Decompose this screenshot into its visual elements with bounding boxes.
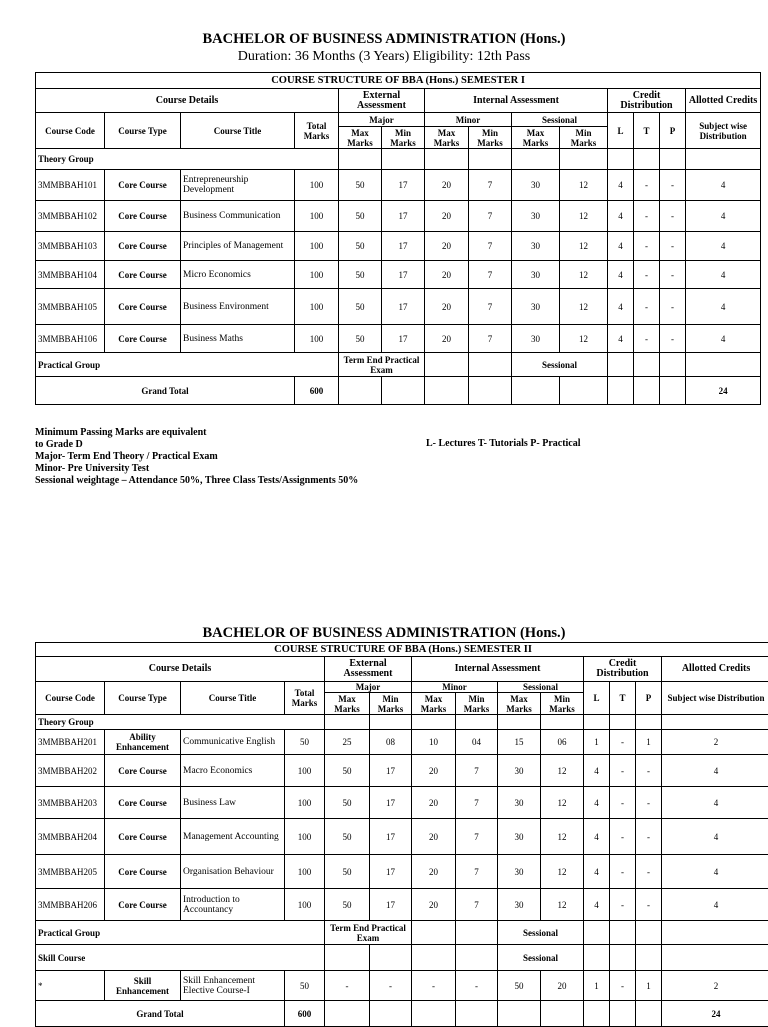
sessional-min-cell: 12 <box>560 232 608 261</box>
p-header: P <box>636 682 662 715</box>
credit-header: Credit Distribution <box>584 657 662 682</box>
lectures-cell: 4 <box>584 755 610 787</box>
course-title-cell: Management Accounting <box>181 819 285 855</box>
t-header: T <box>610 682 636 715</box>
term-end-label: Term End Practical Exam <box>339 353 425 377</box>
tutorials-cell: - <box>610 855 636 889</box>
credits-cell: 4 <box>662 755 768 787</box>
sessional-header: Sessional <box>512 113 608 127</box>
sem2-title: BACHELOR OF BUSINESS ADMINISTRATION (Hons.) <box>0 625 768 642</box>
table-row <box>36 289 761 325</box>
lectures-cell: 4 <box>584 787 610 819</box>
major-max-cell: - <box>325 971 370 1001</box>
credits-cell: 4 <box>662 889 768 921</box>
minor-max-cell: 20 <box>425 232 469 261</box>
ltp-legend: L- Lectures T- Tutorials P- Practical <box>426 438 581 450</box>
grand-total-value: 600 <box>285 1001 325 1027</box>
course-code-cell: 3MMBBAH105 <box>36 289 105 325</box>
course-type-cell: Core Course <box>105 819 181 855</box>
minor-min-cell: 7 <box>469 325 512 353</box>
course-type-cell: Core Course <box>105 755 181 787</box>
min-marks-header: Min Marks <box>370 693 412 715</box>
min-marks-header: Min Marks <box>560 127 608 149</box>
credits-cell: 2 <box>662 971 768 1001</box>
credits-cell: 2 <box>662 730 768 755</box>
course-type-cell: Core Course <box>105 325 181 353</box>
sessional-max-cell: 30 <box>512 232 560 261</box>
credits-cell: 4 <box>686 232 761 261</box>
major-min-cell: 17 <box>370 889 412 921</box>
table-row <box>36 755 768 787</box>
t-header: T <box>634 113 660 149</box>
major-max-cell: 50 <box>339 325 382 353</box>
credits-cell: 4 <box>662 855 768 889</box>
table-row <box>36 261 761 289</box>
allotted-header: Allotted Credits <box>686 89 761 113</box>
sem1-rows <box>36 170 761 353</box>
sessional-max-cell: 30 <box>498 787 541 819</box>
total-marks-cell: 100 <box>295 289 339 325</box>
course-type-cell: Core Course <box>105 787 181 819</box>
minor-max-cell: 20 <box>425 261 469 289</box>
practical-cell: - <box>660 325 686 353</box>
practical-cell: - <box>636 755 662 787</box>
lectures-cell: 4 <box>584 889 610 921</box>
minor-max-cell: 20 <box>412 855 456 889</box>
course-title-cell: Micro Economics <box>181 261 295 289</box>
practical-cell: - <box>660 201 686 232</box>
max-marks-header: Max Marks <box>425 127 469 149</box>
major-min-cell: 17 <box>370 855 412 889</box>
minor-min-cell: - <box>456 971 498 1001</box>
practical-cell: - <box>636 855 662 889</box>
course-title-cell: Business Maths <box>181 325 295 353</box>
sem1-table <box>35 72 761 405</box>
major-max-cell: 50 <box>339 232 382 261</box>
credits-cell: 4 <box>662 787 768 819</box>
minor-max-cell: 20 <box>425 325 469 353</box>
lectures-cell: 4 <box>608 289 634 325</box>
skill-course-label: Skill Course <box>36 945 325 971</box>
major-min-cell: 17 <box>370 787 412 819</box>
course-type-cell: Core Course <box>105 232 181 261</box>
credits-cell: 4 <box>686 201 761 232</box>
lectures-cell: 4 <box>608 325 634 353</box>
lectures-cell: 1 <box>584 971 610 1001</box>
minor-min-cell: 7 <box>456 855 498 889</box>
minor-min-cell: 7 <box>469 201 512 232</box>
external-header: External Assessment <box>325 657 412 682</box>
table-row <box>36 819 768 855</box>
course-title-cell: Skill Enhancement Elective Course-I <box>181 971 285 1001</box>
internal-header: Internal Assessment <box>412 657 584 682</box>
credits-cell: 4 <box>686 325 761 353</box>
total-marks-cell: 100 <box>295 201 339 232</box>
course-code-cell: 3MMBBAH204 <box>36 819 105 855</box>
course-title-cell: Macro Economics <box>181 755 285 787</box>
tutorials-cell: - <box>634 289 660 325</box>
credits-cell: 4 <box>686 289 761 325</box>
sessional-label: Sessional <box>498 945 584 971</box>
table-row <box>36 232 761 261</box>
sessional-label: Sessional <box>498 921 584 945</box>
major-max-cell: 50 <box>339 289 382 325</box>
note-line: to Grade D <box>35 439 358 451</box>
sessional-min-cell: 12 <box>560 201 608 232</box>
tutorials-cell: - <box>634 232 660 261</box>
minor-max-cell: - <box>412 971 456 1001</box>
lectures-cell: 4 <box>608 232 634 261</box>
table-row <box>36 170 761 201</box>
course-code-header: Course Code <box>36 682 105 715</box>
course-title-cell: Business Communication <box>181 201 295 232</box>
major-min-cell: 17 <box>382 232 425 261</box>
total-marks-cell: 100 <box>285 787 325 819</box>
course-code-cell: 3MMBBAH101 <box>36 170 105 201</box>
total-marks-header: Total Marks <box>295 113 339 149</box>
sessional-min-cell: 12 <box>541 855 584 889</box>
table-row <box>36 201 761 232</box>
major-max-cell: 50 <box>339 201 382 232</box>
external-header: External Assessment <box>339 89 425 113</box>
sessional-min-cell: 12 <box>541 819 584 855</box>
minor-max-cell: 20 <box>425 201 469 232</box>
minor-header: Minor <box>412 682 498 693</box>
grand-total-label: Grand Total <box>36 1001 285 1027</box>
max-marks-header: Max Marks <box>339 127 382 149</box>
tutorials-cell: - <box>634 201 660 232</box>
table-row <box>36 325 761 353</box>
term-end-label: Term End Practical Exam <box>325 921 412 945</box>
minor-max-cell: 20 <box>412 755 456 787</box>
max-marks-header: Max Marks <box>498 693 541 715</box>
course-code-cell: 3MMBBAH104 <box>36 261 105 289</box>
sem1-table-title: COURSE STRUCTURE OF BBA (Hons.) SEMESTER I <box>36 73 761 89</box>
course-code-cell: 3MMBBAH102 <box>36 201 105 232</box>
total-marks-cell: 100 <box>295 232 339 261</box>
course-code-header: Course Code <box>36 113 105 149</box>
max-marks-header: Max Marks <box>325 693 370 715</box>
sem2-table <box>35 642 768 1027</box>
course-type-cell: Ability Enhancement <box>105 730 181 755</box>
course-title-cell: Communicative English <box>181 730 285 755</box>
course-type-cell: Core Course <box>105 889 181 921</box>
practical-cell: 1 <box>636 971 662 1001</box>
sessional-label: Sessional <box>512 353 608 377</box>
course-title-header: Course Title <box>181 682 285 715</box>
credits-cell: 4 <box>662 819 768 855</box>
tutorials-cell: - <box>610 787 636 819</box>
course-code-cell: 3MMBBAH103 <box>36 232 105 261</box>
lectures-cell: 4 <box>608 170 634 201</box>
sessional-max-cell: 30 <box>512 261 560 289</box>
course-code-cell: * <box>36 971 105 1001</box>
subject-wise-header: Subject wise Distribution <box>662 682 768 715</box>
max-marks-header: Max Marks <box>412 693 456 715</box>
sem1-title: BACHELOR OF BUSINESS ADMINISTRATION (Hons.) <box>0 31 768 48</box>
note-line: Major- Term End Theory / Practical Exam <box>35 451 358 463</box>
p-header: P <box>660 113 686 149</box>
minor-max-cell: 20 <box>425 170 469 201</box>
major-header: Major <box>339 113 425 127</box>
total-marks-cell: 100 <box>295 325 339 353</box>
course-code-cell: 3MMBBAH205 <box>36 855 105 889</box>
practical-cell: - <box>660 170 686 201</box>
note-line: Sessional weightage – Attendance 50%, Three Class Tests/Assignments 50% <box>35 475 358 487</box>
tutorials-cell: - <box>610 889 636 921</box>
note-line: Minor- Pre University Test <box>35 463 358 475</box>
table-row <box>36 971 768 1001</box>
sessional-max-cell: 30 <box>512 289 560 325</box>
minor-min-cell: 7 <box>469 289 512 325</box>
practical-cell: - <box>636 787 662 819</box>
allotted-header: Allotted Credits <box>662 657 768 682</box>
table-row <box>36 855 768 889</box>
sessional-min-cell: 12 <box>541 889 584 921</box>
sessional-min-cell: 20 <box>541 971 584 1001</box>
course-type-header: Course Type <box>105 113 181 149</box>
sem2-rows <box>36 730 768 921</box>
course-details-header: Course Details <box>36 657 325 682</box>
sem1-subtitle: Duration: 36 Months (3 Years) Eligibility: 12th Pass <box>0 49 768 65</box>
sessional-min-cell: 12 <box>560 261 608 289</box>
lectures-cell: 4 <box>584 855 610 889</box>
tutorials-cell: - <box>634 170 660 201</box>
lectures-cell: 1 <box>584 730 610 755</box>
sem2-skill-row <box>36 971 768 1001</box>
practical-cell: - <box>636 819 662 855</box>
sessional-min-cell: 12 <box>541 755 584 787</box>
min-marks-header: Min Marks <box>541 693 584 715</box>
minor-min-cell: 7 <box>456 889 498 921</box>
l-header: L <box>608 113 634 149</box>
theory-group-label: Theory Group <box>36 149 339 170</box>
minor-max-cell: 20 <box>412 787 456 819</box>
sessional-max-cell: 30 <box>512 325 560 353</box>
sessional-min-cell: 12 <box>560 325 608 353</box>
theory-group-label: Theory Group <box>36 715 325 730</box>
min-marks-header: Min Marks <box>382 127 425 149</box>
course-title-header: Course Title <box>181 113 295 149</box>
course-code-cell: 3MMBBAH203 <box>36 787 105 819</box>
course-type-cell: Skill Enhancement <box>105 971 181 1001</box>
tutorials-cell: - <box>610 755 636 787</box>
max-marks-header: Max Marks <box>512 127 560 149</box>
internal-header: Internal Assessment <box>425 89 608 113</box>
total-marks-cell: 50 <box>285 730 325 755</box>
total-marks-cell: 100 <box>295 170 339 201</box>
course-title-cell: Business Law <box>181 787 285 819</box>
course-type-cell: Core Course <box>105 170 181 201</box>
table-row <box>36 787 768 819</box>
subject-wise-header: Subject wise Distribution <box>686 113 761 149</box>
total-marks-cell: 100 <box>295 261 339 289</box>
major-max-cell: 50 <box>339 170 382 201</box>
grand-credits-value: 24 <box>662 1001 768 1027</box>
table-row <box>36 889 768 921</box>
tutorials-cell: - <box>610 730 636 755</box>
notes-block <box>35 427 358 487</box>
minor-min-cell: 7 <box>456 819 498 855</box>
sessional-min-cell: 12 <box>560 289 608 325</box>
minor-min-cell: 7 <box>469 261 512 289</box>
minor-header: Minor <box>425 113 512 127</box>
major-min-cell: 17 <box>382 325 425 353</box>
course-type-cell: Core Course <box>105 261 181 289</box>
practical-group-label: Practical Group <box>36 921 325 945</box>
minor-min-cell: 7 <box>456 755 498 787</box>
total-marks-cell: 100 <box>285 819 325 855</box>
course-title-cell: Entrepreneurship Development <box>181 170 295 201</box>
l-header: L <box>584 682 610 715</box>
minor-max-cell: 20 <box>412 889 456 921</box>
sessional-max-cell: 30 <box>512 201 560 232</box>
lectures-cell: 4 <box>608 261 634 289</box>
tutorials-cell: - <box>634 325 660 353</box>
course-code-cell: 3MMBBAH202 <box>36 755 105 787</box>
sem2-table-title: COURSE STRUCTURE OF BBA (Hons.) SEMESTER II <box>36 643 768 657</box>
credit-header: Credit Distribution <box>608 89 686 113</box>
min-marks-header: Min Marks <box>456 693 498 715</box>
major-max-cell: 25 <box>325 730 370 755</box>
minor-min-cell: 04 <box>456 730 498 755</box>
major-min-cell: 17 <box>382 170 425 201</box>
total-marks-cell: 100 <box>285 889 325 921</box>
lectures-cell: 4 <box>584 819 610 855</box>
total-marks-cell: 50 <box>285 971 325 1001</box>
minor-min-cell: 7 <box>456 787 498 819</box>
major-max-cell: 50 <box>325 855 370 889</box>
lectures-cell: 4 <box>608 201 634 232</box>
major-max-cell: 50 <box>339 261 382 289</box>
min-marks-header: Min Marks <box>469 127 512 149</box>
sessional-max-cell: 30 <box>498 755 541 787</box>
major-max-cell: 50 <box>325 787 370 819</box>
major-header: Major <box>325 682 412 693</box>
major-max-cell: 50 <box>325 819 370 855</box>
total-marks-header: Total Marks <box>285 682 325 715</box>
course-title-cell: Introduction to Accountancy <box>181 889 285 921</box>
sessional-max-cell: 30 <box>498 889 541 921</box>
total-marks-cell: 100 <box>285 755 325 787</box>
sessional-max-cell: 30 <box>498 855 541 889</box>
practical-cell: - <box>660 289 686 325</box>
course-details-header: Course Details <box>36 89 339 113</box>
course-code-cell: 3MMBBAH201 <box>36 730 105 755</box>
course-code-cell: 3MMBBAH106 <box>36 325 105 353</box>
grand-total-label: Grand Total <box>36 377 295 405</box>
grand-total-value: 600 <box>295 377 339 405</box>
sessional-max-cell: 50 <box>498 971 541 1001</box>
major-min-cell: 17 <box>382 289 425 325</box>
sessional-max-cell: 30 <box>498 819 541 855</box>
practical-cell: - <box>660 232 686 261</box>
minor-min-cell: 7 <box>469 170 512 201</box>
major-max-cell: 50 <box>325 889 370 921</box>
credits-cell: 4 <box>686 261 761 289</box>
course-type-header: Course Type <box>105 682 181 715</box>
course-type-cell: Core Course <box>105 201 181 232</box>
course-title-cell: Principles of Management <box>181 232 295 261</box>
course-title-cell: Organisation Behaviour <box>181 855 285 889</box>
major-min-cell: 08 <box>370 730 412 755</box>
credits-cell: 4 <box>686 170 761 201</box>
minor-max-cell: 20 <box>412 819 456 855</box>
major-min-cell: 17 <box>382 201 425 232</box>
course-code-cell: 3MMBBAH206 <box>36 889 105 921</box>
practical-cell: - <box>636 889 662 921</box>
note-line: Minimum Passing Marks are equivalent <box>35 427 358 439</box>
tutorials-cell: - <box>634 261 660 289</box>
major-min-cell: - <box>370 971 412 1001</box>
major-min-cell: 17 <box>370 819 412 855</box>
grand-credits-value: 24 <box>686 377 761 405</box>
sessional-header: Sessional <box>498 682 584 693</box>
total-marks-cell: 100 <box>285 855 325 889</box>
table-row <box>36 730 768 755</box>
course-title-cell: Business Environment <box>181 289 295 325</box>
minor-max-cell: 20 <box>425 289 469 325</box>
minor-max-cell: 10 <box>412 730 456 755</box>
tutorials-cell: - <box>610 971 636 1001</box>
minor-min-cell: 7 <box>469 232 512 261</box>
sessional-max-cell: 30 <box>512 170 560 201</box>
sessional-min-cell: 12 <box>560 170 608 201</box>
major-min-cell: 17 <box>370 755 412 787</box>
course-type-cell: Core Course <box>105 289 181 325</box>
course-type-cell: Core Course <box>105 855 181 889</box>
practical-group-label: Practical Group <box>36 353 339 377</box>
tutorials-cell: - <box>610 819 636 855</box>
sessional-max-cell: 15 <box>498 730 541 755</box>
sessional-min-cell: 12 <box>541 787 584 819</box>
practical-cell: 1 <box>636 730 662 755</box>
practical-cell: - <box>660 261 686 289</box>
sessional-min-cell: 06 <box>541 730 584 755</box>
major-max-cell: 50 <box>325 755 370 787</box>
major-min-cell: 17 <box>382 261 425 289</box>
